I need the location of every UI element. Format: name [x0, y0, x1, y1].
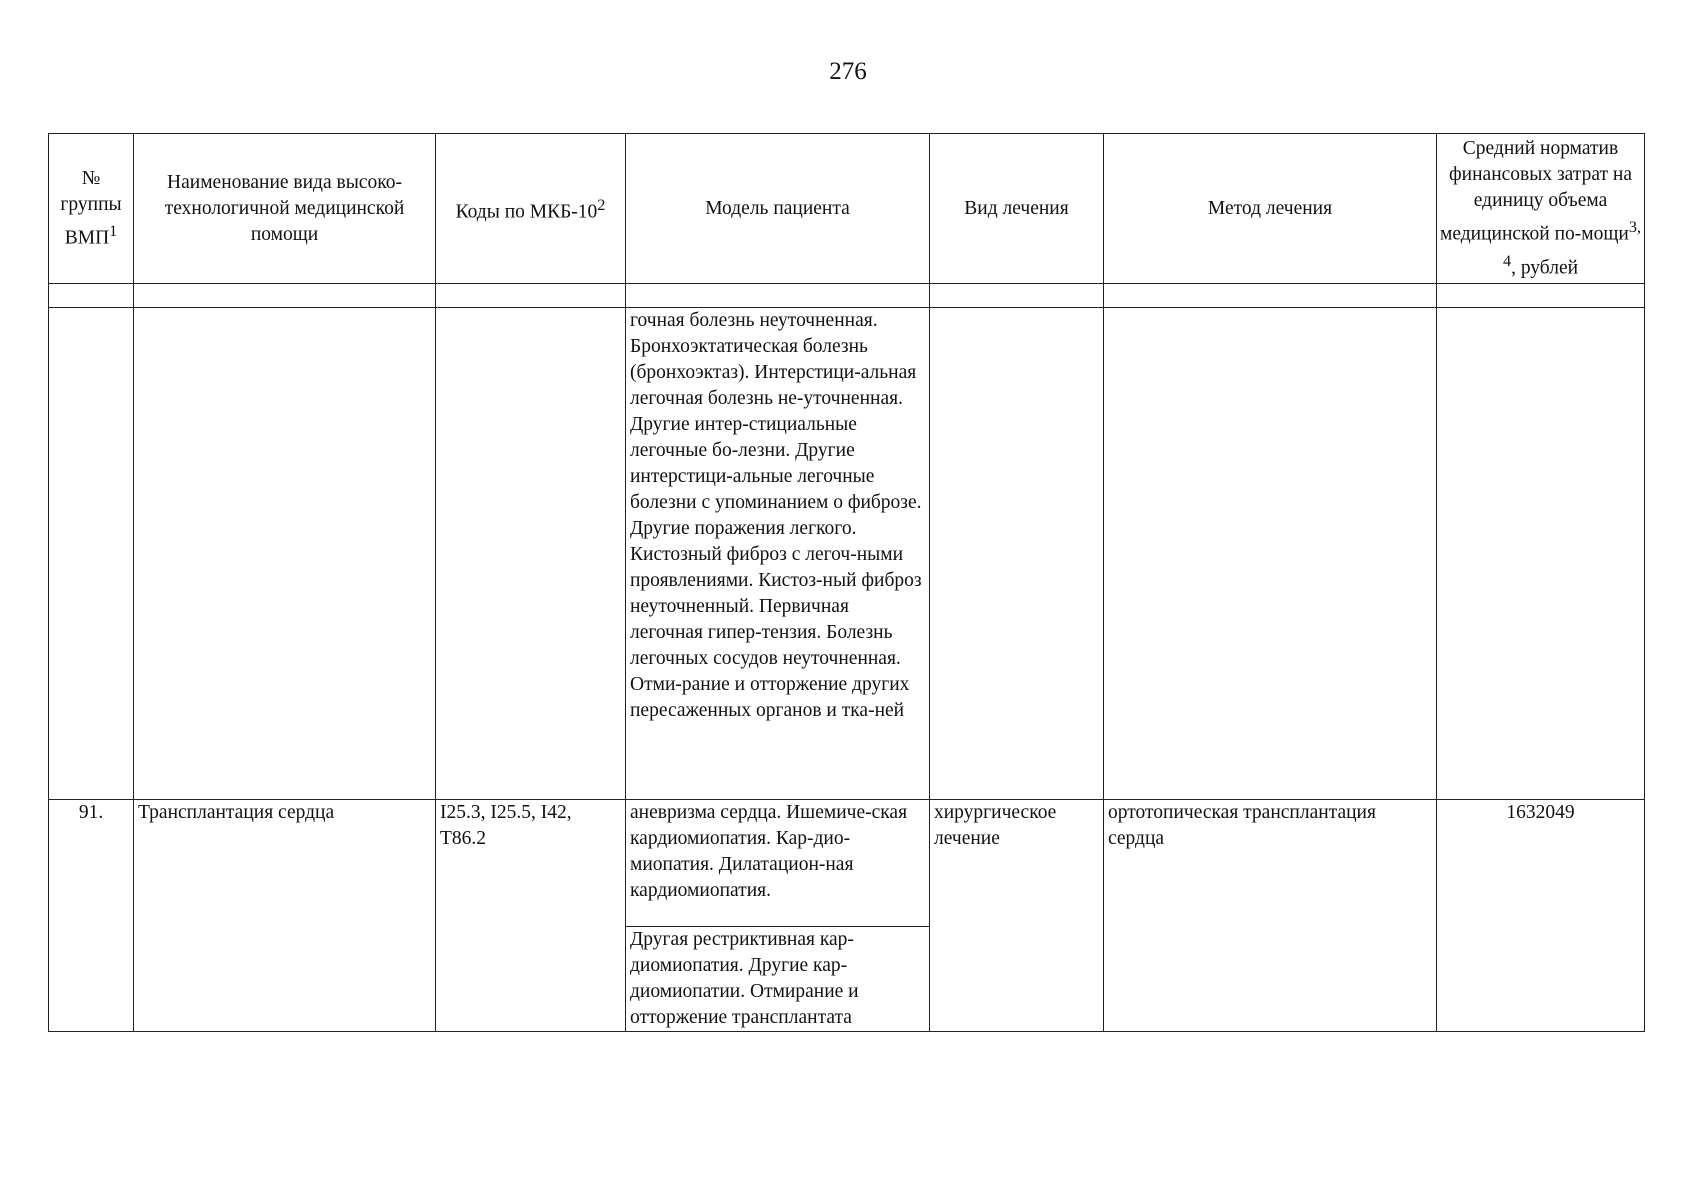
cost-cell: 1632049 — [1437, 800, 1645, 1032]
group-number-cell: 91. — [49, 800, 134, 1032]
model-cell-part2: Другая рестриктивная кар-диомиопатия. Другие кар-диомиопатии. Отмирание и отторжение трансплантата — [626, 927, 930, 1032]
method-cell: ортотопическая трансплантация сердца — [1104, 800, 1437, 1032]
header-codes: Коды по МКБ-$10^2$ — [436, 134, 626, 284]
header-model: Модель пациента — [626, 134, 930, 284]
table-row-91 — [49, 800, 1645, 927]
header-group-no: № группы ВМП$^1$ — [49, 134, 134, 284]
model-cell-part1: аневризма сердца. Ишемиче-ская кардиомиопатия. Кар-дио-миопатия. Дилатацион-ная кардиомиопатия. — [626, 800, 930, 927]
table-row — [49, 308, 1645, 800]
header-cost: Средний норматив финансовых затрат на единицу объема медицинской по-мощи$^{3, 4}$, рублей — [1437, 134, 1645, 284]
codes-cell: I25.3, I25.5, I42, T86.2 — [436, 800, 626, 1032]
treatment-type-cell: хирургическое лечение — [930, 800, 1104, 1032]
header-name: Наименование вида высоко-технологичной медицинской помощи — [134, 134, 436, 284]
name-cell: Трансплантация сердца — [134, 800, 436, 1032]
header-row — [49, 134, 1645, 284]
model-cell-continued: гочная болезнь неуточненная. Бронхоэктатическая болезнь (бронхоэктаз). Интерстици-альная легочная болезнь не-уточненная. Другие интер-стициальные легочные бо-лезни. Другие интерстици-альные легочные болезни с упоминанием о фиброзе. Другие поражения легкого. Кистозный фиброз с легоч-ными проявлениями. Кистоз-ный фиброз неуточненный. Первичная легочная гипер-тензия. Болезнь легочных сосудов неуточненная. Отми-рание и отторжение других пересаженных органов и тка-ней — [626, 308, 930, 800]
spacer-row — [49, 284, 1645, 308]
vmp-table — [48, 133, 1645, 1032]
header-treatment-type: Вид лечения — [930, 134, 1104, 284]
header-method: Метод лечения — [1104, 134, 1437, 284]
page-number: 276 — [829, 58, 867, 85]
